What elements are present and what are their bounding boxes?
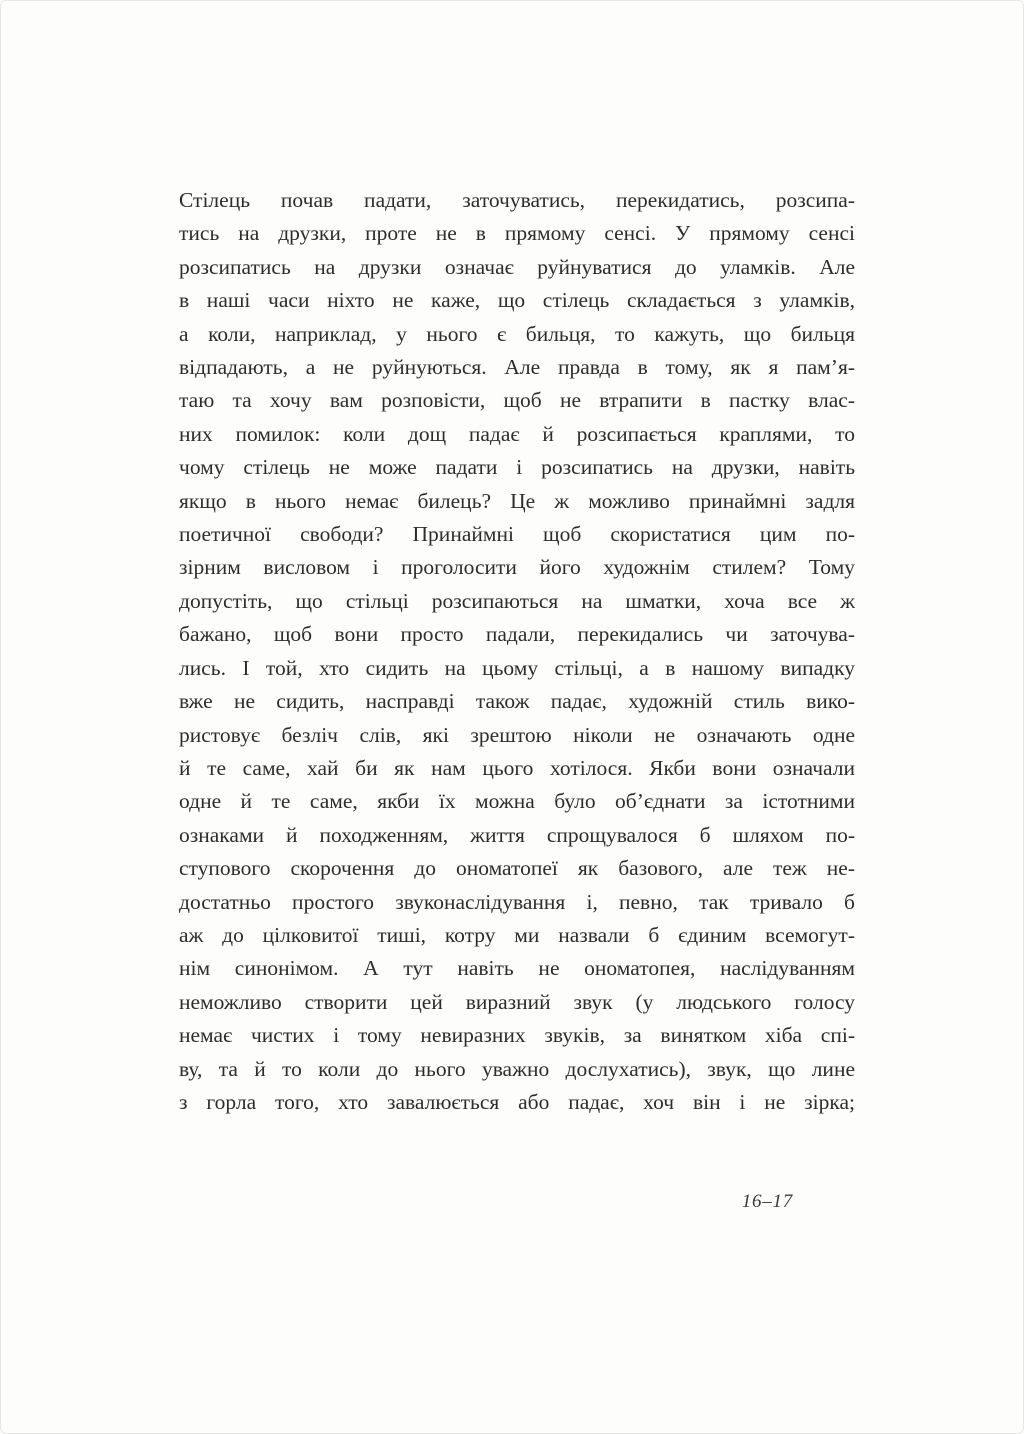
text-line: нім синонімом. А тут навіть не ономатопея, наслідуванням xyxy=(179,956,855,981)
text-line: зірним висловом і проголосити його художнім стилем? Тому xyxy=(179,555,855,580)
text-line: неможливо створити цей виразний звук (у людського голосу xyxy=(179,989,855,1014)
page-text xyxy=(179,184,855,1119)
text-line: й те саме, хай би як нам цього хотілося. Якби вони означали xyxy=(179,755,855,780)
text-line: ву, та й то коли до нього уважно дослухатись), звук, що лине xyxy=(179,1056,855,1081)
text-line: ступового скорочення до ономатопеї як базового, але теж не- xyxy=(179,856,855,881)
text-line: допустіть, що стільці розсипаються на шматки, хоча все ж xyxy=(179,588,855,613)
text-line: них помилок: коли дощ падає й розсипається краплями, то xyxy=(179,421,855,446)
text-line: ознаками й походженням, життя спрощувалося б шляхом по- xyxy=(179,822,855,847)
text-line: відпадають, а не руйнуються. Але правда в тому, як я пам’я- xyxy=(179,355,855,380)
text-line: бажано, щоб вони просто падали, перекидались чи заточува- xyxy=(179,622,855,647)
text-line: ристовує безліч слів, які зрештою ніколи не означають одне xyxy=(179,722,855,747)
text-line: аж до цілковитої тиші, котру ми назвали б єдиним всемогут- xyxy=(179,922,855,947)
text-line: таю та хочу вам розповісти, щоб не втрапити в пастку влас- xyxy=(179,388,855,413)
text-line: вже не сидить, насправді також падає, художній стиль вико- xyxy=(179,689,855,714)
text-line: лись. І той, хто сидить на цьому стільці, а в нашому випадку xyxy=(179,655,855,680)
text-line: Стілець почав падати, заточуватись, перекидатись, розсипа- xyxy=(179,188,855,212)
text-line: а коли, наприклад, у нього є бильця, то кажуть, що бильця xyxy=(179,321,855,346)
text-line: немає чистих і тому невиразних звуків, за винятком хіба спі- xyxy=(179,1023,855,1048)
text-line: одне й те саме, якби їх можна було об’єднати за істотними xyxy=(179,789,855,814)
text-line: достатньо простого звуконаслідування і, певно, так тривало б xyxy=(179,889,855,914)
text-line: з горла того, хто завалюється або падає, хоч він і не зірка; xyxy=(179,1089,855,1114)
text-line: поетичної свободи? Принаймні щоб скористатися цим по- xyxy=(179,522,855,547)
text-line: якщо в нього немає билець? Це ж можливо принаймні задля xyxy=(179,488,855,513)
text-line: в наші часи ніхто не каже, що стілець складається з уламків, xyxy=(179,288,855,313)
text-line: тись на друзки, проте не в прямому сенсі. У прямому сенсі xyxy=(179,221,855,246)
text-line: розсипатись на друзки означає руйнуватися до уламків. Але xyxy=(179,254,855,279)
text-line: чому стілець не може падати і розсипатись на друзки, навіть xyxy=(179,455,855,480)
page-number: 16–17 xyxy=(741,1191,793,1212)
